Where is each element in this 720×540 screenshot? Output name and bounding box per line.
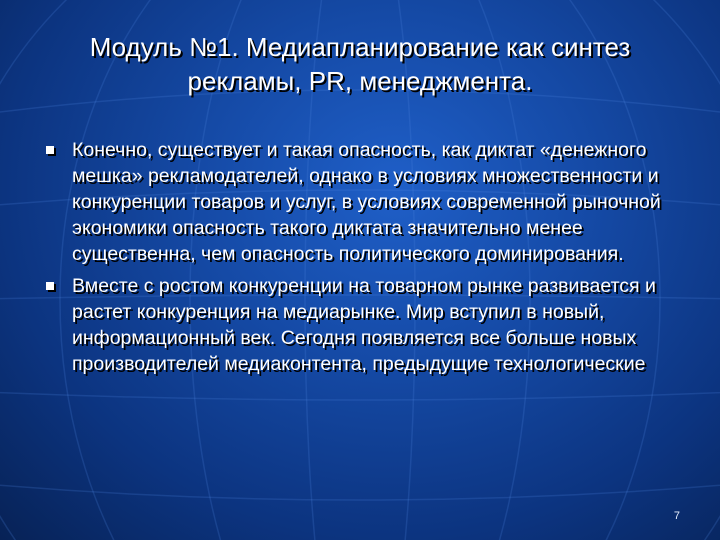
bullet-text: Вместе с ростом конкуренции на товарном рынке развивается и растет конкуренция на медиарынке. Мир вступил в новый, информационный век. Сегодня появляется все больше новых производителей медиаконтента, предыдущие технологические	[72, 275, 656, 375]
bullet-list	[42, 137, 682, 383]
square-bullet-icon	[46, 146, 54, 154]
slide-title: Модуль №1. Медиапланирование как синтез рекламы, PR, менеджмента.	[89, 32, 631, 96]
bullet-item	[42, 137, 682, 267]
slide-number: 7	[673, 510, 680, 522]
square-bullet-icon	[46, 282, 54, 290]
bullet-text: Конечно, существует и такая опасность, как диктат «денежного мешка» рекламодателей, однако в условиях множественности и конкуренции товаров и услуг, в условиях современной рыночной экономики опасность такого диктата значительно менее существенна, чем опасность политического доминирования.	[72, 139, 661, 265]
bullet-item	[42, 273, 682, 377]
